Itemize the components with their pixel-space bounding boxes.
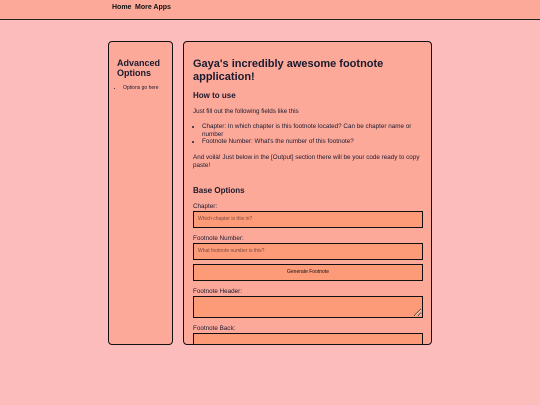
- base-options-heading: Base Options: [193, 185, 245, 195]
- sidebar-item: • Options go here: [123, 85, 164, 92]
- footnote-header-output[interactable]: [193, 296, 423, 318]
- main-panel: [183, 41, 432, 345]
- sidebar-options-list: [117, 85, 164, 92]
- list-item: • Chapter: In which chapter is this footnote located? Can be chapter name or number: [202, 123, 422, 138]
- page-title: Gaya's incredibly awesome footnote application!: [193, 58, 384, 83]
- footnote-back-output[interactable]: [193, 333, 423, 346]
- footnote-number-input[interactable]: [193, 243, 423, 260]
- how-to-use-list: [193, 123, 422, 146]
- footnote-header-label: Footnote Header:: [193, 287, 243, 295]
- how-to-use-outro: And voilà! Just below in the [Output] section there will be your code ready to copy paste!: [193, 153, 420, 169]
- how-to-use-intro: Just fill out the following fields like this: [193, 108, 299, 115]
- advanced-options-panel: [108, 41, 173, 345]
- sidebar-title: Advanced Options: [117, 58, 161, 78]
- footnote-number-label: Footnote Number:: [193, 234, 244, 242]
- footnote-back-label: Footnote Back:: [193, 324, 236, 332]
- chapter-label: Chapter:: [193, 202, 218, 210]
- nav-home-link[interactable]: Home: [112, 4, 132, 11]
- list-item: • Footnote Number: What's the number of this footnote?: [202, 138, 422, 146]
- nav-more-apps-link[interactable]: More Apps: [135, 4, 171, 11]
- generate-footnote-button[interactable]: Generate Footnote: [193, 264, 423, 281]
- chapter-input[interactable]: [193, 211, 423, 228]
- top-nav-bar: [0, 0, 540, 20]
- how-to-use-heading: How to use: [193, 91, 236, 100]
